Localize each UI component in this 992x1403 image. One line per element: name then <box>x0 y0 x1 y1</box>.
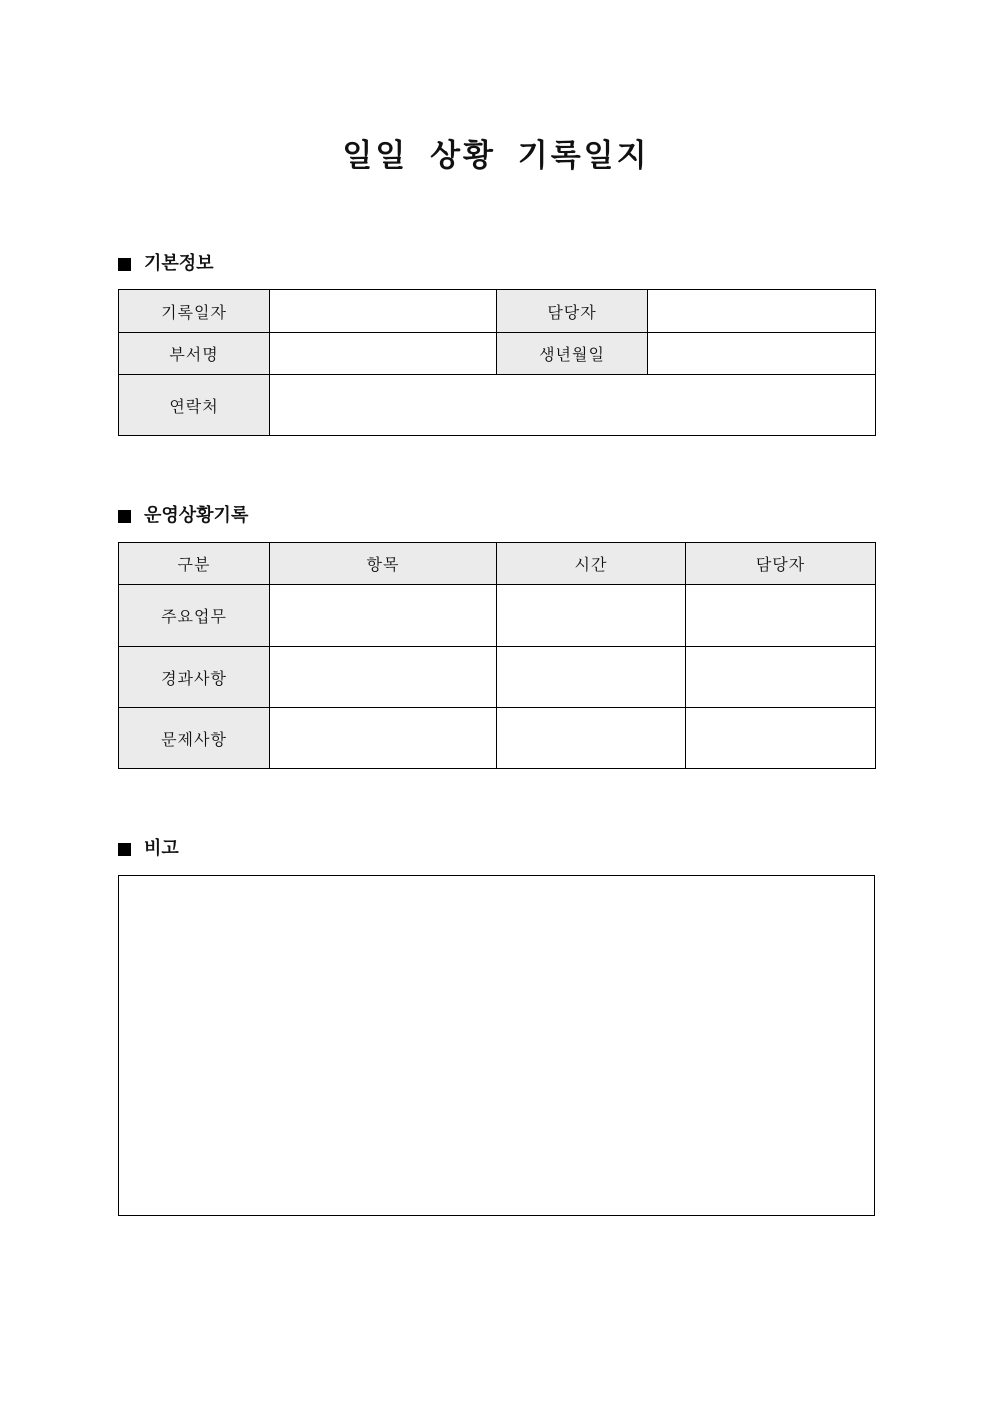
progress-item-cell[interactable] <box>270 647 497 708</box>
progress-manager-cell[interactable] <box>686 647 876 708</box>
issues-time-cell[interactable] <box>497 708 686 769</box>
basic-info-table <box>118 289 876 436</box>
table-row <box>119 333 876 375</box>
issues-item-cell[interactable] <box>270 708 497 769</box>
table-row <box>119 585 876 647</box>
manager-label: 담당자 <box>497 290 648 333</box>
basic-info-heading <box>118 251 214 277</box>
record-date-label: 기록일자 <box>119 290 270 333</box>
square-bullet-icon <box>118 258 131 271</box>
issues-manager-cell[interactable] <box>686 708 876 769</box>
square-bullet-icon <box>118 510 131 523</box>
page-title: 일일 상황 기록일지 <box>342 138 650 174</box>
contact-label: 연락처 <box>119 375 270 436</box>
birth-date-field[interactable] <box>648 333 876 375</box>
column-header-manager: 담당자 <box>686 543 876 585</box>
square-bullet-icon <box>118 843 131 856</box>
main-tasks-item-cell[interactable] <box>270 585 497 647</box>
column-header-item: 항목 <box>270 543 497 585</box>
table-row <box>119 708 876 769</box>
row-label-issues: 문제사항 <box>119 708 270 769</box>
department-label: 부서명 <box>119 333 270 375</box>
column-header-category: 구분 <box>119 543 270 585</box>
table-header-row <box>119 543 876 585</box>
row-label-main-tasks: 주요업무 <box>119 585 270 647</box>
department-field[interactable] <box>270 333 497 375</box>
manager-field[interactable] <box>648 290 876 333</box>
table-row <box>119 647 876 708</box>
progress-time-cell[interactable] <box>497 647 686 708</box>
remarks-heading-text: 비고 <box>144 838 179 859</box>
remarks-field[interactable] <box>118 875 875 1216</box>
record-date-field[interactable] <box>270 290 497 333</box>
remarks-heading <box>118 836 179 862</box>
main-tasks-manager-cell[interactable] <box>686 585 876 647</box>
birth-date-label: 생년월일 <box>497 333 648 375</box>
column-header-time: 시간 <box>497 543 686 585</box>
operations-heading <box>118 503 248 529</box>
table-row <box>119 290 876 333</box>
table-row <box>119 375 876 436</box>
main-tasks-time-cell[interactable] <box>497 585 686 647</box>
contact-field[interactable] <box>270 375 876 436</box>
basic-info-heading-text: 기본정보 <box>144 253 214 274</box>
operations-table <box>118 542 876 769</box>
operations-heading-text: 운영상황기록 <box>144 505 249 526</box>
row-label-progress: 경과사항 <box>119 647 270 708</box>
